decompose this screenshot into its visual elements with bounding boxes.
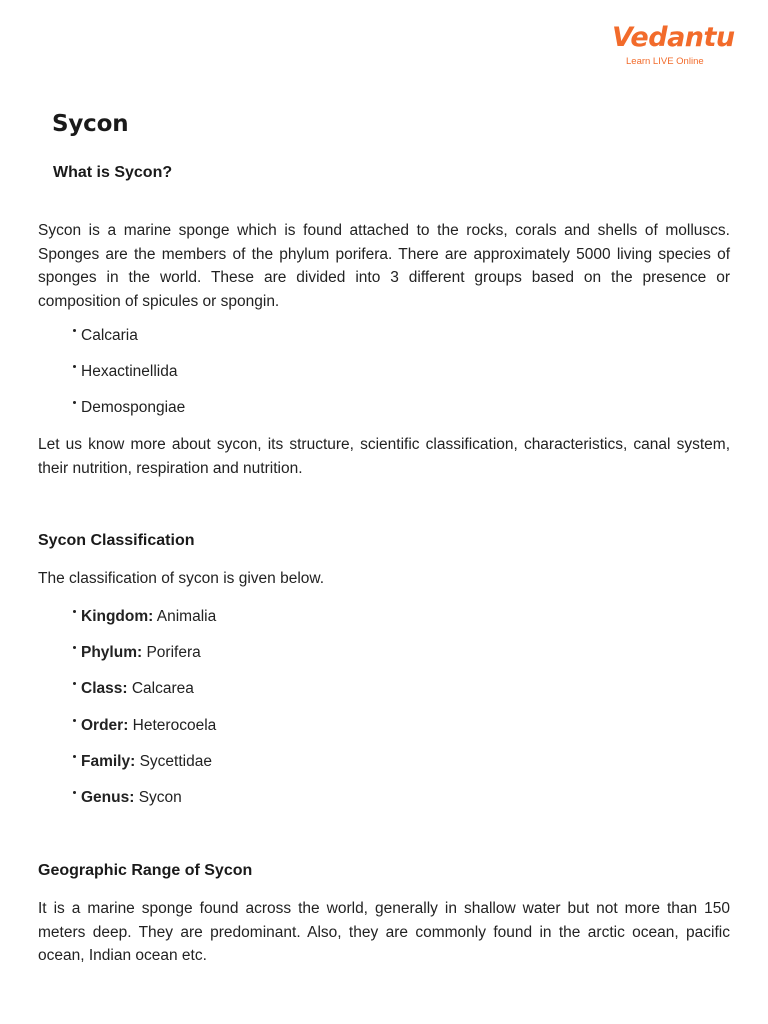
sponge-groups-list	[73, 326, 185, 435]
classification-heading: Sycon Classification	[38, 532, 195, 549]
logo-tagline: Learn LIVE Online	[626, 56, 704, 67]
list-item: Order: Heterocoela	[73, 716, 216, 752]
classification-intro: The classification of sycon is given below.	[38, 570, 325, 587]
what-is-sycon-heading: What is Sycon?	[53, 164, 173, 181]
bullet-icon	[73, 682, 76, 685]
logo-wordmark: Vedantu	[612, 22, 735, 53]
intro-paragraph: Sycon is a marine sponge which is found attached to the rocks, corals and shells of molluscs. Sponges are the members of the phylum porifera. There are approximately 5000 living species of sponges in the world. These are divided into 3 different groups based on the presence or composition of spicules or spongin.	[38, 222, 730, 310]
bullet-icon	[73, 401, 76, 404]
classification-list	[73, 607, 216, 824]
list-item: Kingdom: Animalia	[73, 607, 216, 643]
list-item: Hexactinellida	[73, 362, 185, 398]
closing-paragraph: Let us know more about sycon, its structure, scientific classification, characteristics, canal system, their nutrition, respiration and nutrition.	[38, 436, 730, 477]
page-title: Sycon	[52, 111, 129, 137]
bullet-icon	[73, 365, 76, 368]
list-item: Genus: Sycon	[73, 788, 216, 824]
geographic-range-paragraph: It is a marine sponge found across the world, generally in shallow water but not more than 150 meters deep. They are predominant. Also, they are commonly found in the arctic ocean, pacific ocean, Indian ocean etc.	[38, 900, 730, 964]
list-item: Demospongiae	[73, 398, 185, 434]
bullet-icon	[73, 755, 76, 758]
vedantu-logo	[612, 22, 735, 72]
list-item: Phylum: Porifera	[73, 643, 216, 679]
list-item: Calcaria	[73, 326, 185, 362]
bullet-icon	[73, 329, 76, 332]
bullet-icon	[73, 646, 76, 649]
geographic-range-heading: Geographic Range of Sycon	[38, 862, 253, 879]
bullet-icon	[73, 610, 76, 613]
list-item: Class: Calcarea	[73, 679, 216, 715]
bullet-icon	[73, 719, 76, 722]
bullet-icon	[73, 791, 76, 794]
list-item: Family: Sycettidae	[73, 752, 216, 788]
